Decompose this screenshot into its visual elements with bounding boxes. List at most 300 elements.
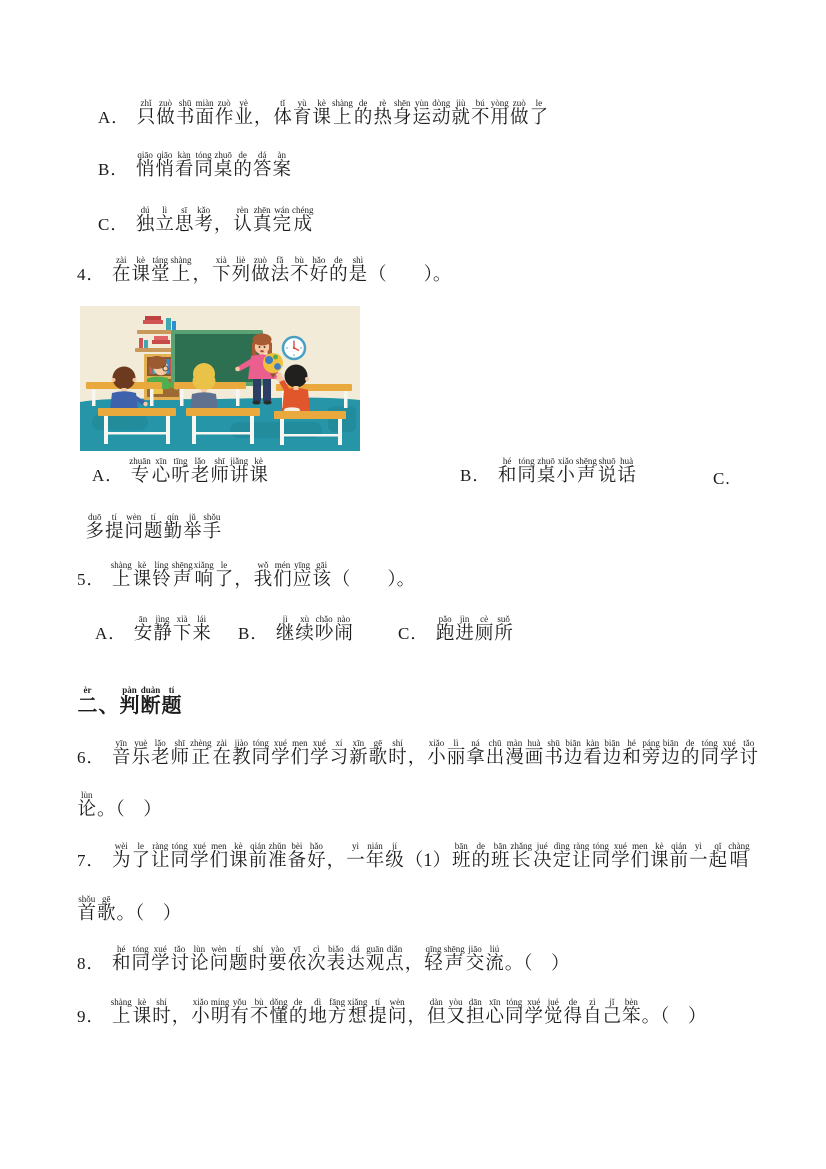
hanzi-with-pinyin: 前qián: [248, 841, 268, 871]
hanzi-with-pinyin: 只zhǐ: [136, 98, 156, 128]
pinyin: yī: [287, 944, 307, 954]
hanzi-with-pinyin: ，: [407, 1007, 426, 1027]
hanzi-with-pinyin: 小xiǎo: [427, 738, 446, 768]
option-label: B．: [460, 466, 491, 485]
pinyin: wǒ: [253, 560, 273, 570]
hanzi-with-pinyin: 闹nào: [334, 614, 353, 644]
prev-option-c: [98, 206, 314, 235]
pinyin: xué: [524, 997, 544, 1007]
hanzi-with-pinyin: 课kè: [132, 560, 152, 590]
question-text: [112, 255, 452, 285]
pinyin: biān: [602, 738, 622, 748]
question-8-line-1: [77, 945, 570, 974]
option-label: C.: [713, 469, 731, 488]
hanzi-with-pinyin: 学xué: [611, 841, 630, 871]
pinyin: xiǎng: [193, 560, 214, 570]
pinyin: shū: [544, 738, 563, 748]
pinyin: dān: [465, 997, 485, 1007]
pinyin: jué: [533, 841, 552, 851]
pinyin: mén: [273, 560, 292, 570]
hanzi-with-pinyin: 说shuō: [597, 456, 617, 486]
pinyin: yīng: [292, 560, 312, 570]
hanzi-with-pinyin: 老lǎo: [190, 456, 210, 486]
hanzi-with-pinyin: 音yīn: [112, 738, 131, 768]
hanzi-with-pinyin: 成chéng: [291, 205, 314, 235]
pinyin: xué: [719, 738, 739, 748]
pinyin: men: [290, 738, 310, 748]
pinyin: tí: [229, 944, 248, 954]
pinyin: táng: [151, 255, 170, 265]
hanzi-with-pinyin: 同tóng: [591, 841, 611, 871]
hanzi-with-pinyin: 了le: [214, 560, 234, 590]
hanzi-with-pinyin: 边biān: [602, 738, 622, 768]
pinyin: tóng: [131, 944, 151, 954]
pinyin: shī: [170, 738, 190, 748]
pinyin: jǐ: [602, 997, 622, 1007]
hanzi-with-pinyin: 案àn: [272, 150, 291, 180]
pinyin: qīng: [424, 944, 443, 954]
pinyin: miàn: [195, 98, 214, 108]
hanzi-with-pinyin: 专zhuān: [129, 456, 151, 486]
hanzi-with-pinyin: 续xù: [295, 614, 314, 644]
pinyin: zuò: [510, 98, 529, 108]
question-6-line-1: [77, 739, 759, 768]
hanzi-with-pinyin: 心xīn: [485, 997, 505, 1027]
hanzi-with-pinyin: 上shàng: [110, 997, 132, 1027]
pinyin: màn: [505, 738, 524, 748]
hanzi-with-pinyin: 点diǎn: [385, 944, 404, 974]
pinyin: shǒu: [77, 894, 97, 904]
option-text: [135, 150, 291, 180]
hanzi-with-pinyin: 学xué: [271, 738, 290, 768]
pinyin: guān: [365, 944, 385, 954]
question-7-line-2: [77, 895, 182, 924]
hanzi-with-pinyin: 新xīn: [349, 738, 368, 768]
hanzi-with-pinyin: （1）: [404, 851, 451, 871]
pinyin: de: [353, 98, 373, 108]
pinyin: dìng: [552, 841, 572, 851]
hanzi-with-pinyin: 们men: [630, 841, 650, 871]
pinyin: dá: [252, 150, 272, 160]
hanzi-with-pinyin: 学xué: [190, 841, 209, 871]
hanzi-with-pinyin: 学xué: [524, 997, 544, 1027]
hanzi-with-pinyin: 了le: [529, 98, 549, 128]
pinyin: pǎo: [435, 614, 455, 624]
option-label: B．: [238, 624, 269, 643]
hanzi-with-pinyin: 课kè: [249, 456, 268, 486]
pinyin: jìng: [153, 614, 172, 624]
hanzi-with-pinyin: 正zhèng: [190, 738, 212, 768]
pinyin: lái: [192, 614, 211, 624]
hanzi-with-pinyin: 笨bèn: [622, 997, 641, 1027]
pinyin: kǎo: [194, 205, 213, 215]
question-4-option-c-text: [85, 513, 222, 542]
hanzi-with-pinyin: 让ràng: [151, 841, 170, 871]
hanzi-with-pinyin: ，: [404, 954, 424, 974]
pinyin: dàn: [426, 997, 446, 1007]
pinyin: chàng: [728, 841, 750, 851]
pinyin: shū: [175, 98, 195, 108]
hanzi-with-pinyin: 歌gē: [97, 894, 116, 924]
pinyin: ān: [133, 614, 153, 624]
hanzi-with-pinyin: 的de: [233, 150, 252, 180]
hanzi-with-pinyin: 用yòng: [490, 98, 510, 128]
pinyin: tóng: [517, 456, 536, 466]
pinyin: qián: [248, 841, 268, 851]
pinyin: tǐ: [273, 98, 292, 108]
hanzi-with-pinyin: 同tóng: [251, 738, 271, 768]
pinyin: shēng: [171, 560, 193, 570]
pinyin: yè: [234, 98, 253, 108]
hanzi-with-pinyin: 好hǎo: [309, 255, 329, 285]
hanzi-with-pinyin: 手shǒu: [202, 512, 222, 542]
pinyin: jiào: [232, 738, 251, 748]
hanzi-with-pinyin: 做zuò: [156, 98, 175, 128]
hanzi-with-pinyin: 出chū: [485, 738, 505, 768]
pinyin: yīn: [112, 738, 131, 748]
hanzi-with-pinyin: 厕cè: [474, 614, 494, 644]
hanzi-with-pinyin: 小xiǎo: [556, 456, 575, 486]
pinyin: tóng: [591, 841, 611, 851]
hanzi-with-pinyin: 自zì: [583, 997, 602, 1027]
pinyin: shēng: [443, 944, 465, 954]
hanzi-with-pinyin: 动dòng: [431, 98, 451, 128]
question-number: 7．: [77, 851, 105, 870]
hanzi-with-pinyin: 年nián: [365, 841, 385, 871]
hanzi-with-pinyin: 为wèi: [112, 841, 131, 871]
hanzi-with-pinyin: 教jiào: [232, 738, 251, 768]
pinyin: jìn: [455, 614, 474, 624]
hanzi-with-pinyin: 得de: [563, 997, 583, 1027]
hanzi-with-pinyin: 看kàn: [174, 150, 194, 180]
pinyin: zhuō: [536, 456, 556, 466]
pinyin: zhǎng: [510, 841, 533, 851]
hanzi-with-pinyin: ，: [213, 215, 233, 235]
pinyin: tí: [368, 997, 387, 1007]
pinyin: sī: [174, 205, 194, 215]
hanzi-with-pinyin: 问wèn: [209, 944, 229, 974]
pinyin: xià: [172, 614, 192, 624]
pinyin: jiāo: [465, 944, 485, 954]
pinyin: cì: [307, 944, 326, 954]
hanzi-with-pinyin: 又yòu: [446, 997, 465, 1027]
pinyin: ràng: [151, 841, 170, 851]
pinyin: qián: [669, 841, 689, 851]
option-text: [129, 456, 268, 486]
option-label: B．: [98, 160, 129, 179]
hanzi-with-pinyin: 们mén: [273, 560, 292, 590]
hanzi-with-pinyin: 旁páng: [641, 738, 661, 768]
hanzi-with-pinyin: ，: [192, 265, 212, 285]
pinyin: le: [214, 560, 234, 570]
question-4-option-c-label: [713, 457, 738, 489]
hanzi-with-pinyin: 桌zhuō: [536, 456, 556, 486]
pinyin: le: [131, 841, 151, 851]
question-number: 8．: [77, 954, 105, 973]
pinyin: shàng: [110, 560, 132, 570]
hanzi-with-pinyin: 同tóng: [505, 997, 524, 1027]
hanzi-with-pinyin: 独dú: [135, 205, 155, 235]
pinyin: shàng: [331, 98, 353, 108]
option-text: [85, 512, 222, 542]
hanzi-with-pinyin: 方fāng: [327, 997, 347, 1027]
pinyin: zhuō: [213, 150, 233, 160]
hanzi-with-pinyin: 书shū: [175, 98, 195, 128]
option-text: [435, 614, 513, 644]
question-6-line-2: [77, 791, 162, 820]
question-4-option-a: [92, 457, 268, 486]
pinyin: xīn: [485, 997, 505, 1007]
pinyin: tóng: [505, 997, 524, 1007]
pinyin: bèi: [287, 841, 307, 851]
pinyin: kè: [132, 997, 152, 1007]
pinyin: líng: [152, 560, 171, 570]
pinyin: zuò: [214, 98, 234, 108]
hanzi-with-pinyin: 话huà: [617, 456, 636, 486]
pinyin: lì: [446, 738, 466, 748]
hanzi-with-pinyin: 勤qín: [163, 512, 183, 542]
hanzi-with-pinyin: 拿ná: [466, 738, 485, 768]
pinyin: xià: [212, 255, 231, 265]
question-5-option-c: [398, 615, 513, 644]
hanzi-with-pinyin: 列liè: [231, 255, 251, 285]
pinyin: hé: [497, 456, 517, 466]
hanzi-with-pinyin: 就jiù: [451, 98, 471, 128]
hanzi-with-pinyin: 边biān: [661, 738, 680, 768]
prev-option-a: [98, 99, 549, 128]
hanzi-with-pinyin: 静jìng: [153, 614, 172, 644]
pinyin: zhǔn: [268, 841, 287, 851]
hanzi-with-pinyin: 继jì: [275, 614, 295, 644]
pinyin: lǎo: [151, 738, 170, 748]
pinyin: zuò: [251, 255, 270, 265]
pinyin: hé: [622, 738, 641, 748]
hanzi-with-pinyin: 觉jué: [544, 997, 563, 1027]
hanzi-with-pinyin: 同tóng: [131, 944, 151, 974]
hanzi-with-pinyin: 有yǒu: [230, 997, 249, 1027]
pinyin: nián: [365, 841, 385, 851]
hanzi-with-pinyin: 热rè: [373, 98, 392, 128]
hanzi-with-pinyin: 上shàng: [170, 255, 192, 285]
pinyin: dá: [346, 944, 365, 954]
hanzi-with-pinyin: 安ān: [133, 614, 153, 644]
hanzi-with-pinyin: 运yùn: [412, 98, 431, 128]
pinyin: chū: [485, 738, 505, 748]
hanzi-with-pinyin: 同tóng: [194, 150, 213, 180]
hanzi-with-pinyin: 达dá: [346, 944, 365, 974]
hanzi-with-pinyin: 论lùn: [77, 790, 97, 820]
pinyin: páng: [641, 738, 661, 748]
hanzi-with-pinyin: （ ）。: [368, 265, 452, 285]
pinyin: shēng: [575, 456, 597, 466]
option-label: A．: [98, 108, 130, 127]
pinyin: rè: [373, 98, 392, 108]
hanzi-with-pinyin: 作zuò: [214, 98, 234, 128]
hanzi-with-pinyin: 定dìng: [552, 841, 572, 871]
pinyin: zhèng: [190, 738, 212, 748]
pinyin: kè: [312, 98, 331, 108]
pinyin: dú: [135, 205, 155, 215]
hanzi-with-pinyin: 同tóng: [170, 841, 190, 871]
hanzi-with-pinyin: 习xí: [329, 738, 349, 768]
hanzi-with-pinyin: 业yè: [234, 98, 253, 128]
hanzi-with-pinyin: 丽lì: [446, 738, 466, 768]
question-text: [112, 944, 571, 974]
pinyin: hǎo: [309, 255, 329, 265]
hanzi-with-pinyin: 答dá: [252, 150, 272, 180]
option-text: [136, 98, 549, 128]
question-7-line-1: [77, 842, 750, 871]
hanzi-with-pinyin: 时shí: [152, 997, 171, 1027]
hanzi-with-pinyin: 歌gē: [368, 738, 388, 768]
pinyin: kàn: [174, 150, 194, 160]
pinyin: gē: [368, 738, 388, 748]
hanzi-with-pinyin: 跑pǎo: [435, 614, 455, 644]
hanzi-with-pinyin: 二èr: [77, 685, 98, 717]
hanzi-with-pinyin: 法fǎ: [270, 255, 290, 285]
hanzi-with-pinyin: 长zhǎng: [510, 841, 533, 871]
hanzi-with-pinyin: 不bù: [249, 997, 269, 1027]
hanzi-with-pinyin: 明míng: [210, 997, 230, 1027]
hanzi-with-pinyin: 铃líng: [152, 560, 171, 590]
hanzi-with-pinyin: 课kè: [312, 98, 331, 128]
pinyin: bèn: [622, 997, 641, 1007]
pinyin: yòng: [490, 98, 510, 108]
pinyin: fǎ: [270, 255, 290, 265]
pinyin: biǎo: [326, 944, 346, 954]
pinyin: ná: [466, 738, 485, 748]
pinyin: chéng: [291, 205, 314, 215]
pinyin: tīng: [171, 456, 190, 466]
hanzi-with-pinyin: 的de: [329, 255, 348, 285]
pinyin: xué: [611, 841, 630, 851]
question-number: 5．: [77, 570, 105, 589]
pinyin: lùn: [77, 790, 97, 800]
question-9-line-1: [77, 998, 707, 1027]
pinyin: qín: [163, 512, 183, 522]
option-text: [497, 456, 636, 486]
pinyin: shí: [152, 997, 171, 1007]
hanzi-with-pinyin: 交jiāo: [465, 944, 485, 974]
hanzi-with-pinyin: 师shī: [210, 456, 229, 486]
hanzi-with-pinyin: 观guān: [365, 944, 385, 974]
hanzi-with-pinyin: 级jí: [385, 841, 404, 871]
pinyin: de: [288, 997, 308, 1007]
pinyin: yùn: [412, 98, 431, 108]
pinyin: suǒ: [494, 614, 513, 624]
hanzi-with-pinyin: 提tí: [105, 512, 124, 542]
hanzi-with-pinyin: 悄qiāo: [135, 150, 155, 180]
hanzi-with-pinyin: 声shēng: [171, 560, 193, 590]
hanzi-with-pinyin: 老lǎo: [151, 738, 170, 768]
pinyin: huà: [617, 456, 636, 466]
hanzi-with-pinyin: 堂táng: [151, 255, 170, 285]
question-text: [77, 894, 182, 924]
hanzi-with-pinyin: 面miàn: [195, 98, 214, 128]
pinyin: jiǎng: [229, 456, 249, 466]
hanzi-with-pinyin: ，: [171, 1007, 191, 1027]
hanzi-with-pinyin: 。（ ）: [641, 1007, 707, 1027]
pinyin: kè: [132, 560, 152, 570]
question-number: 9．: [77, 1007, 105, 1026]
pinyin: xué: [151, 944, 170, 954]
pinyin: jiù: [451, 98, 471, 108]
pinyin: shàng: [170, 255, 192, 265]
pinyin: qǐ: [708, 841, 728, 851]
hanzi-with-pinyin: 要yào: [268, 944, 287, 974]
pinyin: xù: [295, 614, 314, 624]
pinyin: biān: [563, 738, 583, 748]
hanzi-with-pinyin: 提tí: [368, 997, 387, 1027]
pinyin: shàng: [110, 997, 132, 1007]
pinyin: yì: [346, 841, 365, 851]
pinyin: men: [209, 841, 229, 851]
hanzi-with-pinyin: 心xīn: [151, 456, 171, 486]
hanzi-with-pinyin: 班bān: [491, 841, 510, 871]
hanzi-with-pinyin: 。（ ）: [116, 904, 182, 924]
hanzi-with-pinyin: 讨tǎo: [739, 738, 758, 768]
pinyin: gē: [97, 894, 116, 904]
hanzi-with-pinyin: 桌zhuō: [213, 150, 233, 180]
hanzi-with-pinyin: ，: [407, 748, 427, 768]
hanzi-with-pinyin: 声shēng: [575, 456, 597, 486]
hanzi-with-pinyin: 漫màn: [505, 738, 524, 768]
hanzi-with-pinyin: 了le: [131, 841, 151, 871]
pinyin: yòu: [446, 997, 465, 1007]
hanzi-with-pinyin: 前qián: [669, 841, 689, 871]
hanzi-with-pinyin: 认rèn: [233, 205, 252, 235]
hanzi-with-pinyin: 立lì: [155, 205, 174, 235]
hanzi-with-pinyin: 做zuò: [251, 255, 270, 285]
hanzi-with-pinyin: 悄qiāo: [155, 150, 174, 180]
pinyin: zhēn: [252, 205, 272, 215]
option-label: A．: [95, 624, 127, 643]
pinyin: zhuān: [129, 456, 151, 466]
hanzi-with-pinyin: 的de: [680, 738, 700, 768]
hanzi-with-pinyin: 己jǐ: [602, 997, 622, 1027]
pinyin: pàn: [119, 685, 140, 695]
pinyin: duō: [85, 512, 104, 522]
hanzi-with-pinyin: 的de: [353, 98, 373, 128]
hanzi-with-pinyin: 是shì: [348, 255, 368, 285]
hanzi-with-pinyin: 判pàn: [119, 685, 140, 717]
pinyin: shì: [348, 255, 368, 265]
hanzi-with-pinyin: 决jué: [533, 841, 552, 871]
hanzi-with-pinyin: 轻qīng: [424, 944, 443, 974]
hanzi-with-pinyin: 首shǒu: [77, 894, 97, 924]
hanzi-with-pinyin: 课kè: [131, 255, 151, 285]
hanzi-with-pinyin: 育yù: [292, 98, 312, 128]
pinyin: shēn: [392, 98, 412, 108]
pinyin: yǒu: [230, 997, 249, 1007]
pinyin: liè: [231, 255, 251, 265]
hanzi-with-pinyin: 班bān: [452, 841, 471, 871]
pinyin: qiāo: [155, 150, 174, 160]
hanzi-with-pinyin: 断duàn: [140, 685, 161, 717]
pinyin: hǎo: [307, 841, 326, 851]
hanzi-with-pinyin: 考kǎo: [194, 205, 213, 235]
hanzi-with-pinyin: 所suǒ: [494, 614, 513, 644]
question-text: [112, 841, 751, 871]
hanzi-with-pinyin: 讨tǎo: [170, 944, 190, 974]
question-4-stem: [77, 256, 452, 285]
hanzi-with-pinyin: 唱chàng: [728, 841, 750, 871]
hanzi-with-pinyin: 地dì: [308, 997, 327, 1027]
pinyin: tǎo: [170, 944, 190, 954]
hanzi-with-pinyin: 好hǎo: [307, 841, 326, 871]
hanzi-with-pinyin: 。（ ）: [504, 954, 570, 974]
hanzi-with-pinyin: 小xiǎo: [191, 997, 210, 1027]
